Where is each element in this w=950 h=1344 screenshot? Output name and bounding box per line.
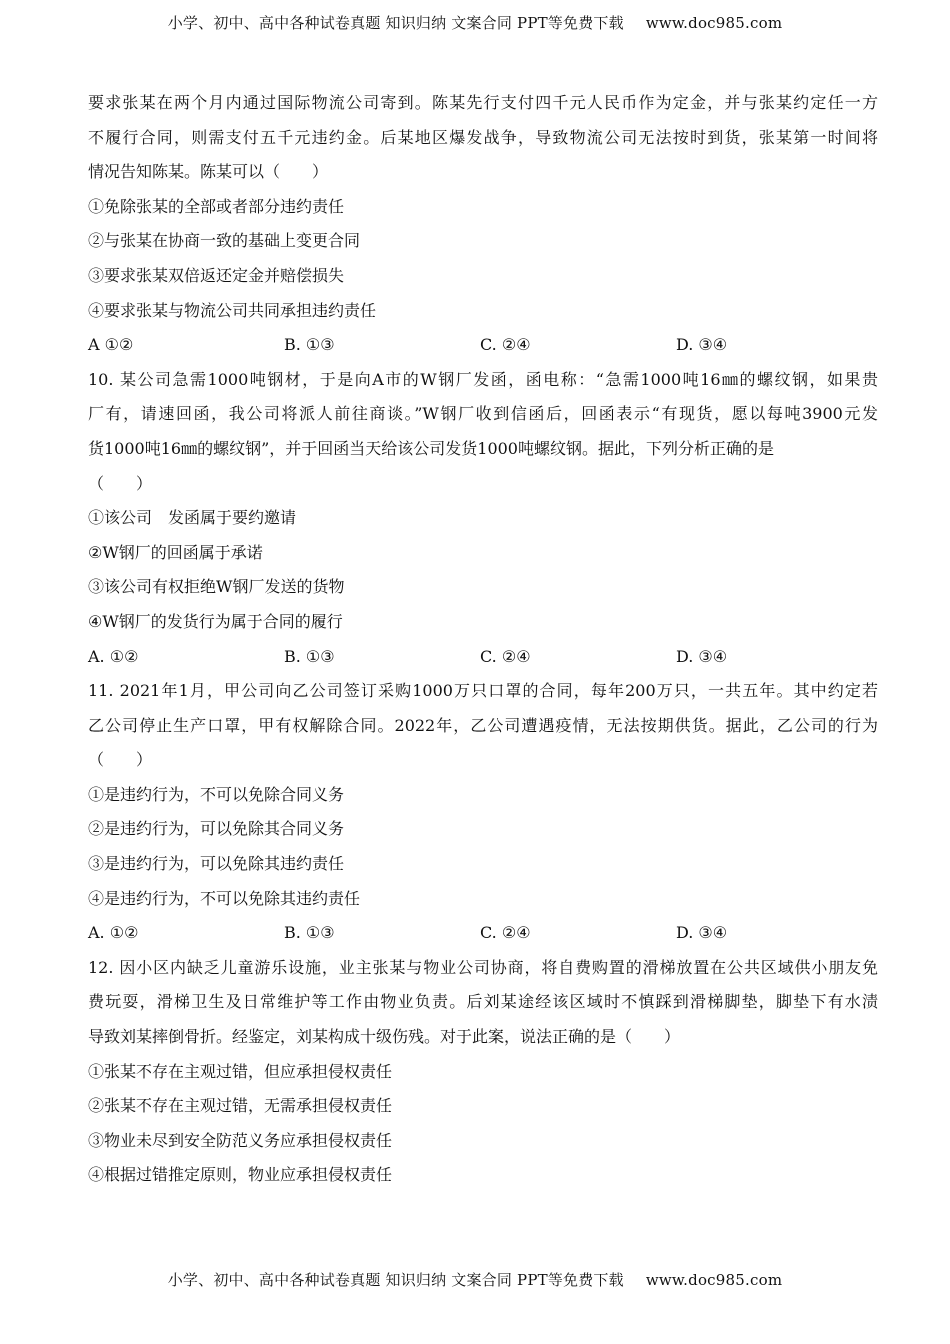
question-12 <box>88 951 878 1193</box>
question-text-line: 导致刘某摔倒骨折。经鉴定，刘某构成十级伤残。对于此案，说法正确的是（ ） <box>88 1027 681 1047</box>
option-b: B. ①③ <box>284 923 335 943</box>
option-a: A. ①② <box>88 923 139 943</box>
question-text-line: 货1000吨16㎜的螺纹钢”，并于回函当天给该公司发货1000吨螺纹钢。据此，下列分析正确的是 <box>88 438 774 458</box>
question-text-line: （ ） <box>88 750 153 770</box>
statement-item: ②是违约行为，可以免除其合同义务 <box>88 819 345 839</box>
statement-item: ②张某不存在主观过错，无需承担侵权责任 <box>88 1096 393 1116</box>
statement-item: ③要求张某双倍返还定金并赔偿损失 <box>88 265 345 285</box>
statement-item: ④根据过错推定原则，物业应承担侵权责任 <box>88 1165 393 1185</box>
statement-item: ③该公司有权拒绝W钢厂发送的货物 <box>88 577 345 597</box>
option-a: A. ①② <box>88 646 139 666</box>
question-text-line: （ ） <box>88 473 153 493</box>
statement-item: ④要求张某与物流公司共同承担违约责任 <box>88 300 377 320</box>
statement-item: ①张某不存在主观过错，但应承担侵权责任 <box>88 1061 393 1081</box>
question-text-line: 11. 2021年1月，甲公司向乙公司签订采购1000万只口罩的合同，每年200万只，一共五年。其中约定若 <box>88 681 878 701</box>
header-website-link[interactable]: www.doc985.com <box>645 14 783 32</box>
footer-website-link[interactable]: www.doc985.com <box>645 1271 783 1289</box>
statement-item: ②与张某在协商一致的基础上变更合同 <box>88 231 361 251</box>
statement-item: ①是违约行为，不可以免除合同义务 <box>88 784 345 804</box>
page-footer <box>0 1269 950 1290</box>
question-text-line: 10. 某公司急需1000吨钢材，于是向A市的W钢厂发函，函电称：“急需1000吨16㎜的螺纹钢，如果贵 <box>88 369 878 389</box>
question-text-line: 不履行合同，则需支付五千元违约金。后某地区爆发战争，导致物流公司无法按时到货，张某第一时间将 <box>88 127 878 147</box>
question-text-line: 12. 因小区内缺乏儿童游乐设施，业主张某与物业公司协商，将自费购置的滑梯放置在公共区域供小朋友免 <box>88 957 878 977</box>
option-a: A ①② <box>88 335 134 355</box>
option-d: D. ③④ <box>676 923 728 943</box>
footer-text: 小学、初中、高中各种试卷真题 知识归纳 文案合同 PPT等免费下载 <box>167 1271 624 1289</box>
question-11 <box>88 674 878 951</box>
question-text-line: 厂有，请速回函，我公司将派人前往商谈。”W钢厂收到信函后，回函表示“有现货，愿以每吨3900元发 <box>88 404 878 424</box>
question-9 <box>88 86 878 363</box>
question-text-line: 情况告知陈某。陈某可以（ ） <box>88 162 329 182</box>
answer-options <box>88 328 878 363</box>
statement-item: ①该公司 发函属于要约邀请 <box>88 508 297 528</box>
option-b: B. ①③ <box>284 335 335 355</box>
answer-options <box>88 916 878 951</box>
question-text-line: 要求张某在两个月内通过国际物流公司寄到。陈某先行支付四千元人民币作为定金，并与张某约定任一方 <box>88 93 878 112</box>
statement-item: ②W钢厂的回函属于承诺 <box>88 542 263 562</box>
document-body <box>88 86 878 1193</box>
option-d: D. ③④ <box>676 335 728 355</box>
question-text-line: 费玩耍，滑梯卫生及日常维护等工作由物业负责。后刘某途经该区域时不慎踩到滑梯脚垫，脚垫下有水渍 <box>88 992 878 1012</box>
option-b: B. ①③ <box>284 646 335 666</box>
option-c: C. ②④ <box>480 646 531 666</box>
statement-item: ③是违约行为，可以免除其违约责任 <box>88 854 345 874</box>
option-d: D. ③④ <box>676 646 728 666</box>
question-text-line: 乙公司停止生产口罩，甲有权解除合同。2022年，乙公司遭遇疫情，无法按期供货。据此，乙公司的行为 <box>88 715 878 735</box>
option-c: C. ②④ <box>480 923 531 943</box>
option-c: C. ②④ <box>480 335 531 355</box>
statement-item: ③物业未尽到安全防范义务应承担侵权责任 <box>88 1130 393 1150</box>
statement-item: ④是违约行为，不可以免除其违约责任 <box>88 888 361 908</box>
statement-item: ④W钢厂的发货行为属于合同的履行 <box>88 611 343 631</box>
question-10 <box>88 363 878 674</box>
statement-item: ①免除张某的全部或者部分违约责任 <box>88 196 345 216</box>
page-header <box>0 12 950 33</box>
header-text: 小学、初中、高中各种试卷真题 知识归纳 文案合同 PPT等免费下载 <box>167 14 624 32</box>
answer-options <box>88 640 878 675</box>
